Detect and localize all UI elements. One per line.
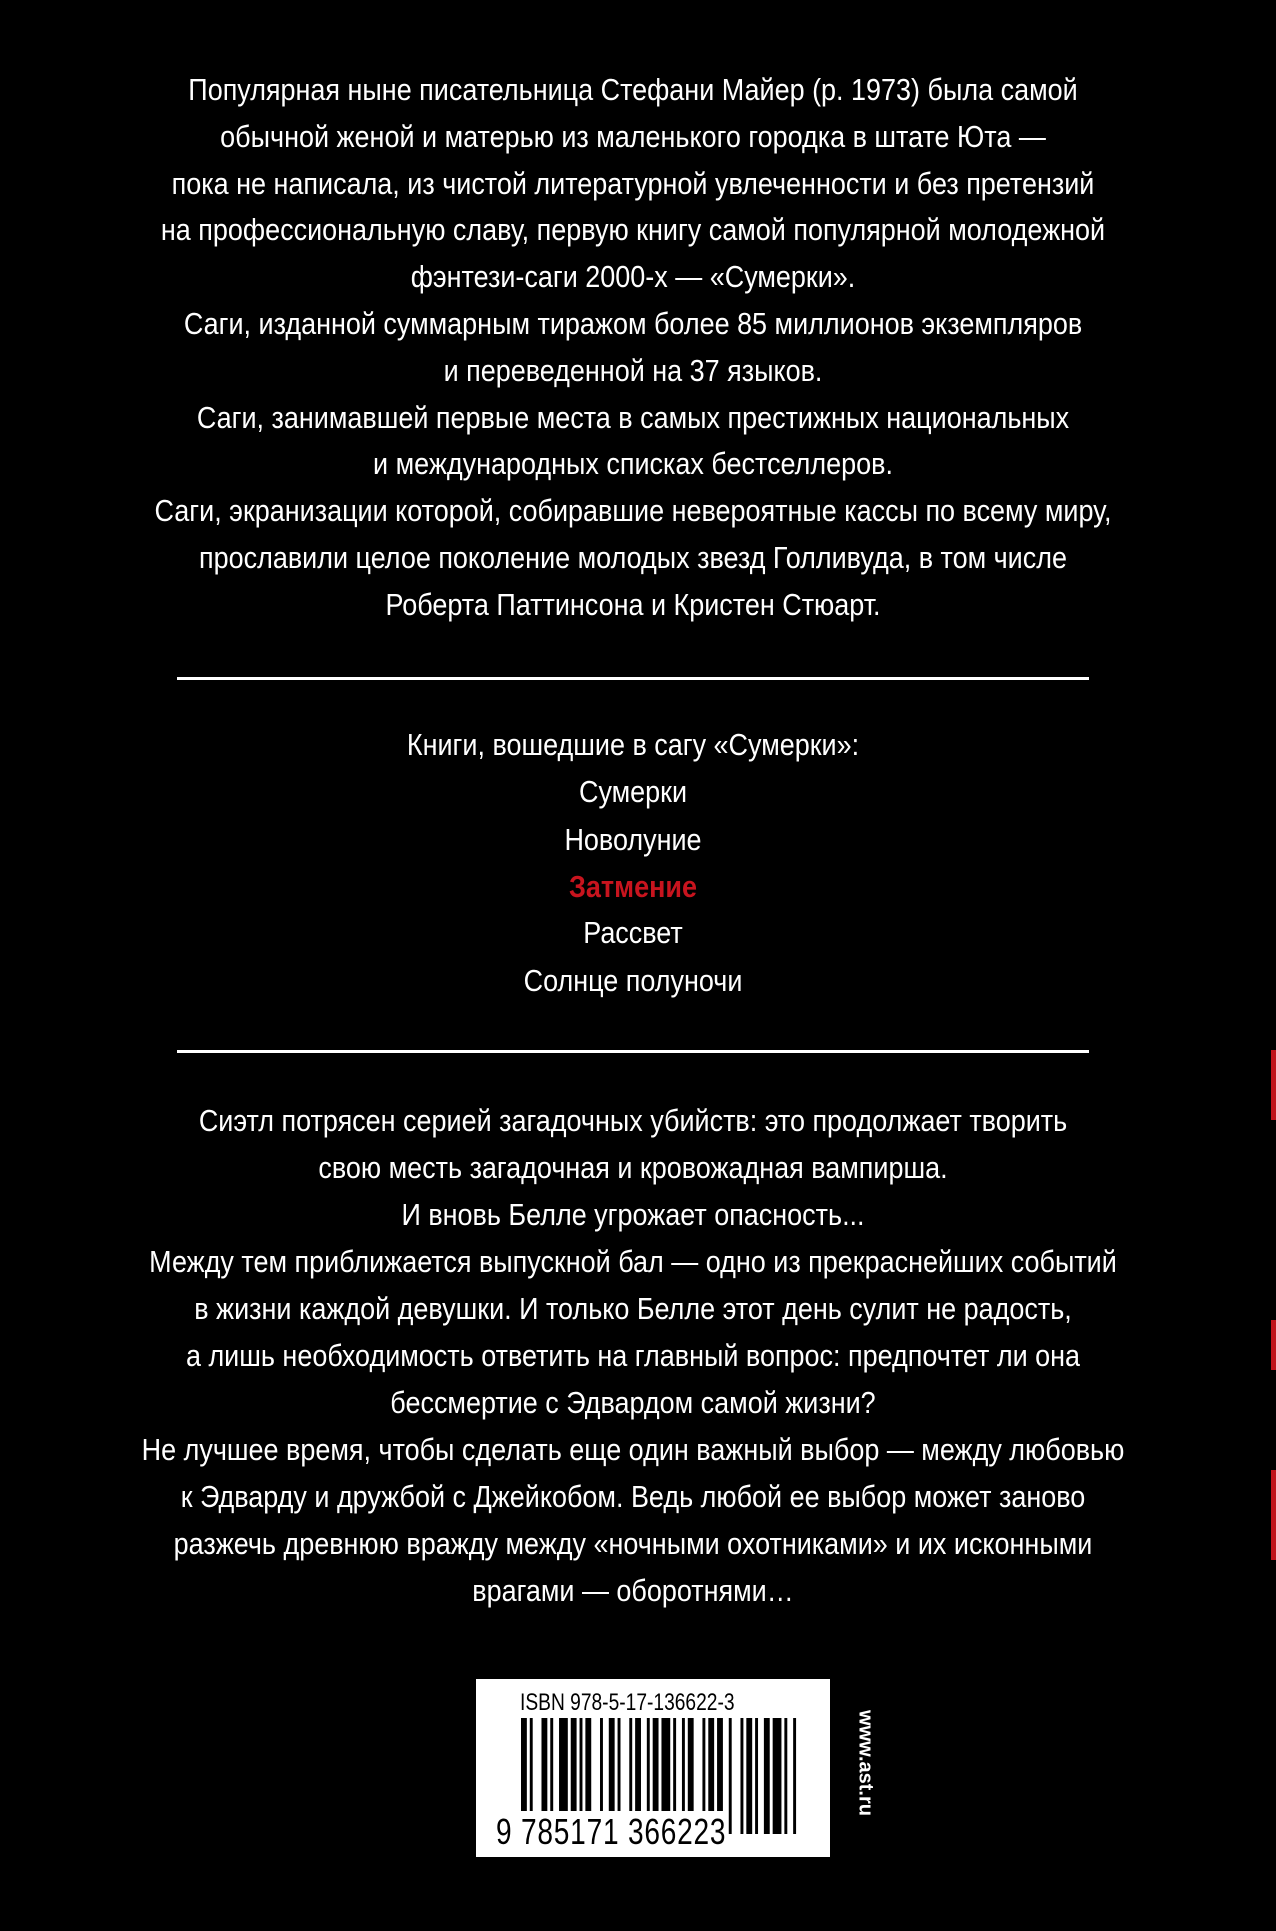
synopsis-line: врагами — оборотнями… (472, 1573, 794, 1608)
barcode-bar (755, 1718, 758, 1834)
synopsis-line: И вновь Белле угрожает опасность... (401, 1197, 865, 1232)
isbn-barcode (476, 1679, 830, 1857)
synopsis-line: разжечь древнюю вражду между «ночными охотниками» и их исконными (173, 1526, 1093, 1561)
edge-mark (1271, 1470, 1276, 1560)
intro-line: Роберта Паттинсона и Кристен Стюарт. (385, 587, 881, 622)
book-item-current: Затмение (569, 869, 697, 904)
edge-mark (1271, 1320, 1276, 1370)
barcode-bar (729, 1718, 732, 1834)
barcode-bar (784, 1718, 787, 1834)
synopsis-line: в жизни каждой девушки. И только Белле этот день сулит не радость, (194, 1291, 1072, 1326)
intro-line: Саги, изданной суммарным тиражом более 85 миллионов экземпляров (183, 306, 1083, 341)
intro-line: фэнтези-саги 2000-х — «Сумерки». (410, 259, 856, 294)
synopsis-line: Между тем приближается выпускной бал — одно из прекраснейших событий (149, 1244, 1117, 1279)
book-item: Рассвет (583, 915, 683, 950)
publisher-website (855, 1703, 875, 1823)
barcode-bar (793, 1718, 796, 1834)
intro-line: на профессиональную славу, первую книгу самой популярной молодежной (160, 212, 1106, 247)
synopsis-line: а лишь необходимость ответить на главный вопрос: предпочтет ли она (185, 1338, 1081, 1373)
intro-line: Популярная ныне писательница Стефани Майер (р. 1973) была самой (188, 72, 1078, 107)
synopsis-line: к Эдварду и дружбой с Джейкобом. Ведь любой ее выбор может заново (180, 1479, 1086, 1514)
intro-line: и международных списках бестселлеров. (373, 446, 893, 481)
intro-line: обычной женой и матерью из маленького городка в штате Юта — (220, 119, 1046, 154)
book-list-heading: Книги, вошедшие в сагу «Сумерки»: (406, 727, 860, 762)
synopsis-line: Не лучшее время, чтобы сделать еще один важный выбор — между любовью (141, 1432, 1125, 1467)
intro-line: Саги, экранизации которой, собиравшие невероятные кассы по всему миру, (154, 493, 1112, 528)
isbn-number: ISBN 978-5-17-136622-3 (520, 1689, 735, 1716)
edge-mark (1271, 1050, 1276, 1120)
barcode-digits-text: 9 785171 366223 (496, 1811, 727, 1852)
barcode-bar (764, 1718, 770, 1834)
intro-line: Саги, занимавшей первые места в самых престижных национальных (196, 400, 1070, 435)
barcode-bar (746, 1718, 752, 1834)
book-item: Сумерки (578, 774, 688, 809)
intro-line: прославили целое поколение молодых звезд Голливуда, в том числе (199, 540, 1067, 575)
synopsis-line: свою месть загадочная и кровожадная вампирша. (318, 1150, 948, 1185)
synopsis-line: бессмертие с Эдвардом самой жизни? (390, 1385, 876, 1420)
intro-line: пока не написала, из чистой литературной увлеченности и без претензий (171, 166, 1095, 201)
divider (177, 677, 1089, 680)
intro-line: и переведенной на 37 языков. (443, 353, 823, 388)
synopsis-line: Сиэтл потрясен серией загадочных убийств: это продолжает творить (198, 1103, 1068, 1138)
book-item: Солнце полуночи (523, 963, 743, 998)
barcode-bar (773, 1718, 782, 1834)
book-item: Новолуние (564, 822, 702, 857)
divider (177, 1050, 1089, 1053)
website-text: www.ast.ru (854, 1710, 877, 1816)
barcode-digits (496, 1811, 726, 1853)
barcode-bar (740, 1718, 743, 1834)
